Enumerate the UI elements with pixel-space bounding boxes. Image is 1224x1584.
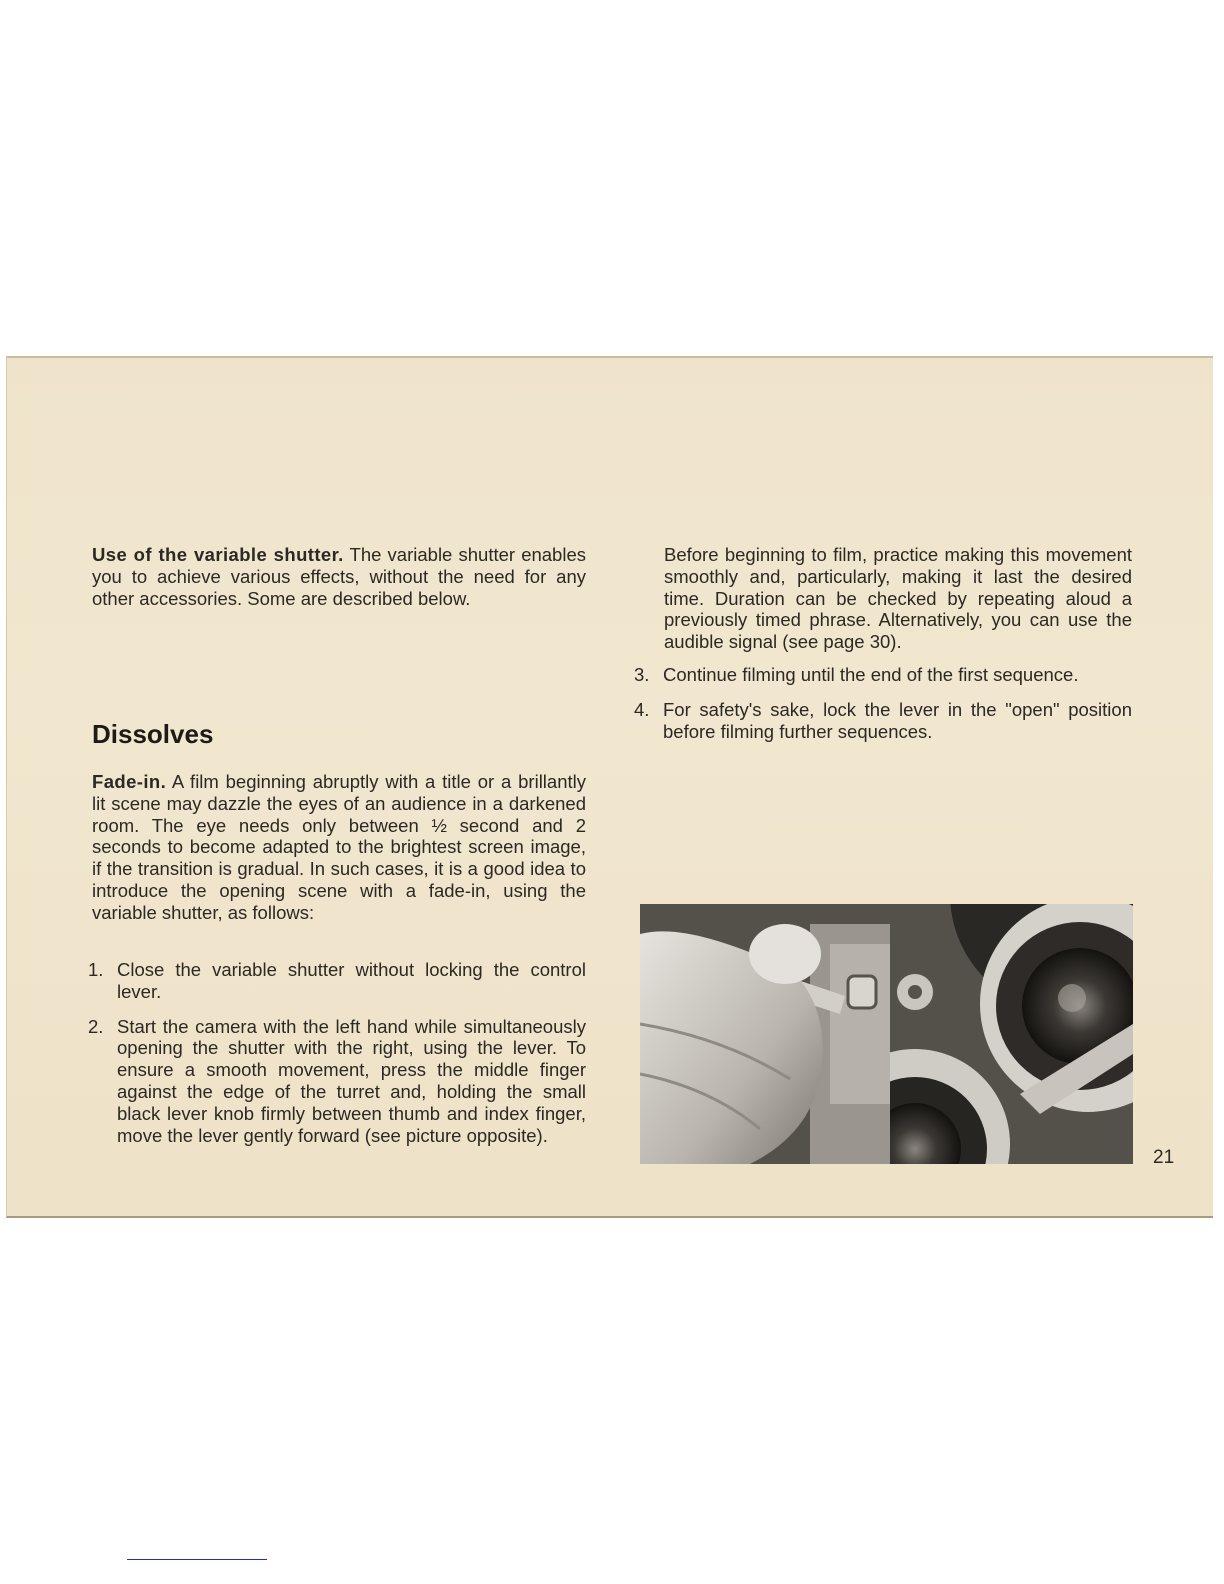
camera-photo <box>640 904 1133 1164</box>
list-item <box>88 959 586 1003</box>
step-number: 3. <box>634 664 650 685</box>
step-text: For safety's sake, lock the lever in the "open" position before filming further sequences. <box>663 698 1132 742</box>
list-item <box>88 1016 586 1147</box>
step-number: 4. <box>634 698 650 720</box>
list-item <box>634 664 1132 686</box>
steps-list-right <box>634 664 1132 755</box>
intro-text: The variable shutter enables you to achieve various effects, without the need for any other accessories. Some are described below. <box>92 544 586 609</box>
steps-list-left <box>88 959 586 1159</box>
step-number: 1. <box>88 959 104 980</box>
step-text: Close the variable shutter without locking the control lever. <box>117 959 586 1002</box>
camera-photo-illustration <box>640 904 1133 1164</box>
fade-in-text: A film beginning abruptly with a title or a brillantly lit scene may dazzle the eyes of an audience in a darkened room. The eye needs only between ½ second and 2 seconds to become adapted to the brightest screen image, if the transition is gradual. In such cases, it is a good idea to introduce the opening scene with a fade-in, using the variable shutter, as follows: <box>92 771 586 923</box>
fade-in-paragraph <box>92 771 586 924</box>
step-text: Continue filming until the end of the first sequence. <box>663 664 1079 685</box>
footer-rule <box>127 1559 267 1560</box>
list-item <box>634 699 1132 743</box>
fade-in-lead: Fade-in. <box>92 771 167 792</box>
section-heading: Dissolves <box>92 719 214 749</box>
page-number: 21 <box>1153 1147 1175 1168</box>
step-number: 2. <box>88 1015 104 1037</box>
step-text: Start the camera with the left hand while simultaneously opening the shutter with the right, using the lever. To ensure a smooth movement, press the middle finger against the edge of the turret and, holding the small black lever knob firmly between thumb and index finger, move the lever gently forward (see picture opposite). <box>117 1015 586 1146</box>
intro-lead: Use of the variable shutter. <box>92 544 344 565</box>
intro-paragraph <box>92 544 586 609</box>
continuation-paragraph: Before beginning to film, practice making this movement smoothly and, particularly, making it last the desired time. Duration can be checked by repeating aloud a previously timed phrase. Alternatively, you can use the audible signal (see page 30). <box>664 544 1132 653</box>
